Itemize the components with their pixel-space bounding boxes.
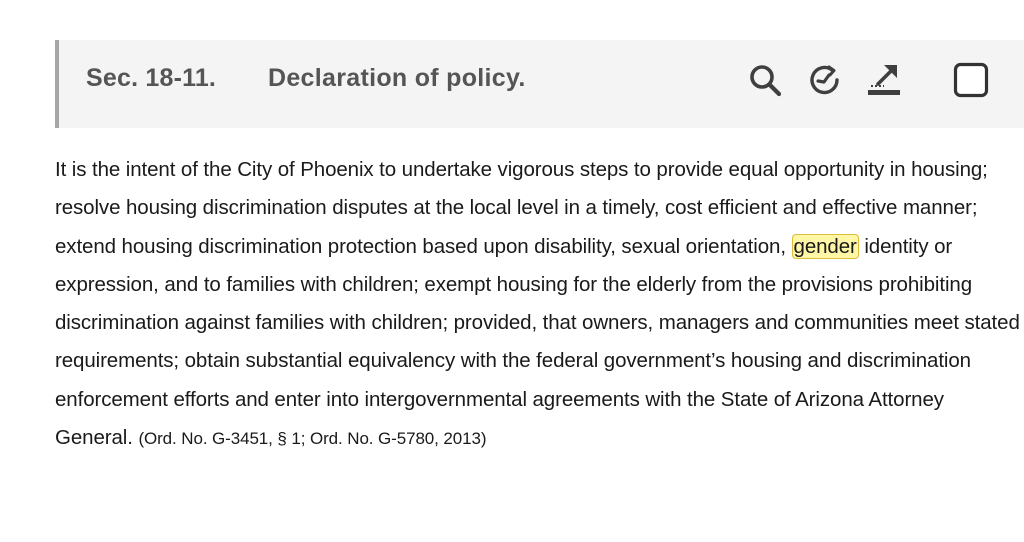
select-checkbox[interactable] [951,60,991,100]
history-icon [807,62,843,98]
history-note: (Ord. No. G-3451, § 1; Ord. No. G-5780, 2013) [138,429,487,449]
search-button[interactable] [745,60,785,100]
body-text-start: It is the intent of the City of Phoenix to undertake vigorous steps to provide equal opportunity in housing; resolve housing discrimination disputes at the local level in a timely, cost efficient and effective manner; extend housing discrimination protection based upon disability, sexual orientation, [55,158,988,258]
checkbox-icon [952,61,990,99]
section-title: Declaration of policy. [268,64,526,92]
search-icon [748,63,782,97]
body-text-end: identity or expression, and to families with children; exempt housing for the elderly from the provisions prohibiting discrimination against families with children; provided, that owners, managers and communities meet stated requirements; obtain substantial equivalency with the federal government’s housing and discrimination enforcement efforts and enter into intergovernmental agreements with the State of Arizona Attorney General. [55,234,1020,450]
download-icon [864,61,902,99]
section-header [55,40,1024,128]
history-button[interactable] [805,60,845,100]
download-button[interactable] [863,60,903,100]
section-number: Sec. 18-11. [86,64,217,92]
section-body [55,151,1020,458]
search-highlight: gender [793,234,857,258]
